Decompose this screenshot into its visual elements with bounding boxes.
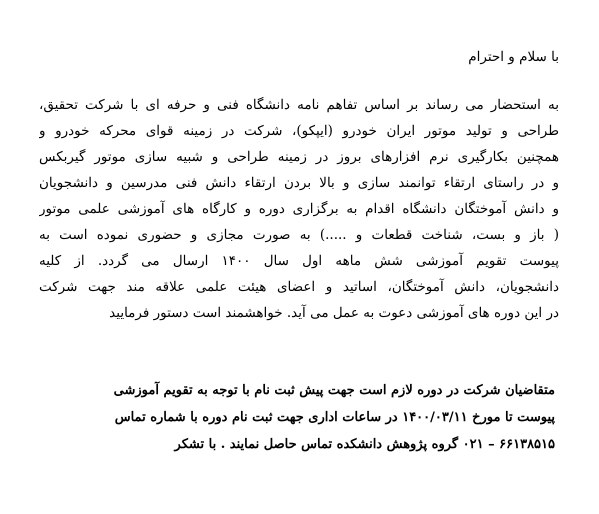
body-line: دانشجویان، دانش آموختگان، اساتید و اعضای هیئت علمی علاقه مند جهت شرکت <box>39 279 559 295</box>
body-line: به استحضار می رساند بر اساس تفاهم نامه دانشگاه فنی و حرفه ای با شرکت تحقیق، <box>39 97 559 113</box>
letter-body <box>39 92 559 326</box>
notice-line: متقاضیان شرکت در دوره لازم است جهت پیش ثبت نام با توجه به تقویم آموزشی <box>113 383 555 398</box>
body-line: و دانش آموختگان دانشگاه اقدام به برگزاری دوره و کارگاه های آموزشی علمی موتور <box>39 201 559 217</box>
body-line: پیوست تقویم آموزشی شش ماهه اول سال ۱۴۰۰ ارسال می گردد. از کلیه <box>39 253 559 269</box>
body-line: در این دوره های آموزشی دعوت به عمل می آید. خواهشمند است دستور فرمایید <box>109 305 559 321</box>
body-line: و در راستای ارتقاء توانمند سازی و بالا بردن ارتقاء دانش فنی مدرسین و دانشجویان <box>39 175 559 191</box>
greeting-line: با سلام و احترام <box>468 49 559 65</box>
registration-notice <box>55 377 555 458</box>
body-line: طراحی و تولید موتور ایران خودرو (ایپکو)، شرکت در زمینه قوای محرکه خودرو و <box>39 123 559 139</box>
notice-line: پیوست تا مورخ ۱۴۰۰/۰۳/۱۱ در ساعات اداری جهت ثبت نام دوره با شماره تماس <box>114 410 555 425</box>
body-line: ( باز و بست، شناخت قطعات و .....) به صورت مجازی و حضوری نموده است به <box>39 227 559 243</box>
notice-line: ۶۶۱۳۸۵۱۵ – ۰۲۱ گروه پژوهش دانشکده تماس حاصل نمایند . با تشکر <box>174 437 555 452</box>
body-line: همچنین بکارگیری نرم افزارهای بروز در زمینه طراحی و شبیه سازی موتور گیربکس <box>39 149 559 165</box>
